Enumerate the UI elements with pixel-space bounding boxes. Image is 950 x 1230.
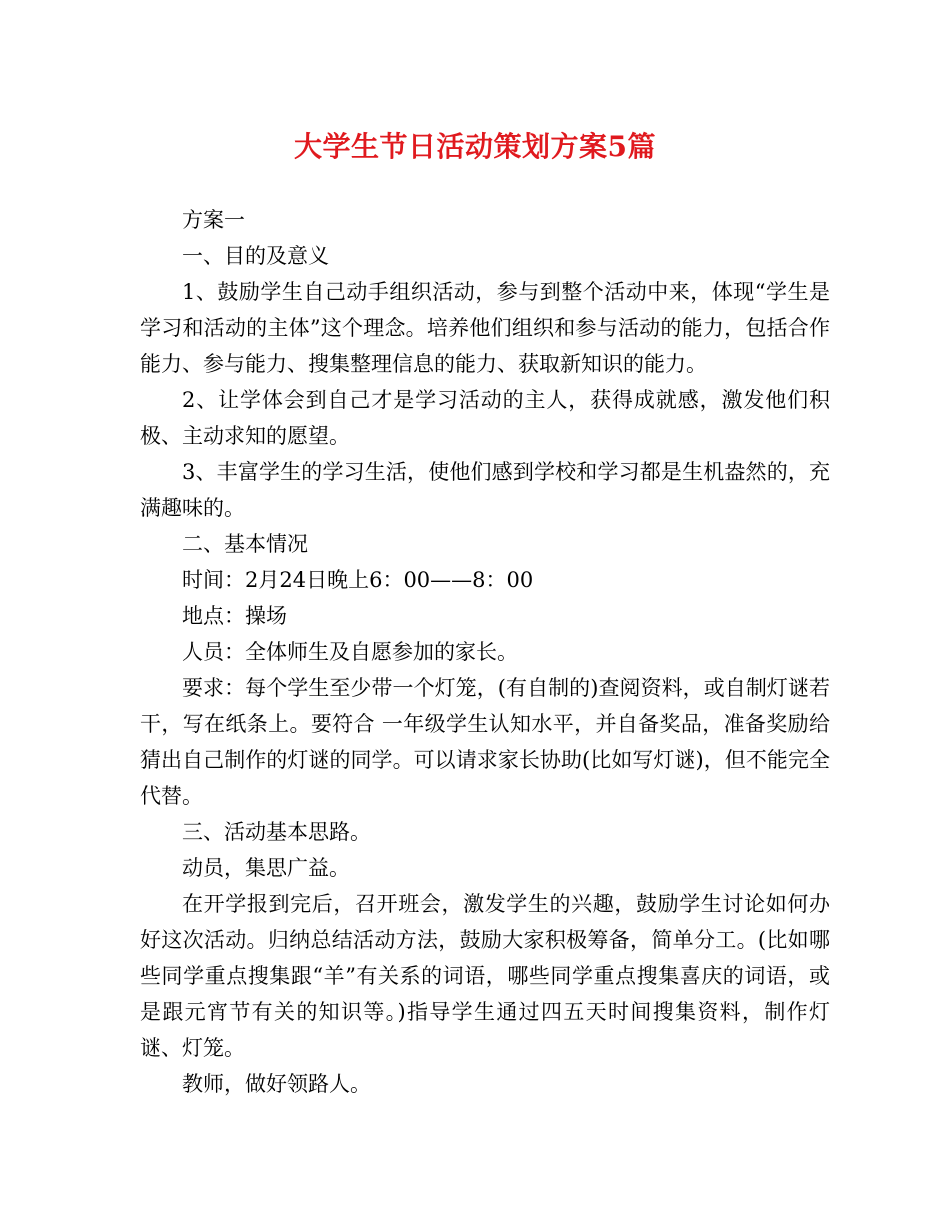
paragraph-plan-one: 方案一 (182, 208, 245, 232)
paragraph-purpose-1: 1、鼓励学生自己动手组织活动，参与到整个活动中来，体现“学生是学习和活动的主体”这个理念。培养他们组织和参与活动的能力，包括合作能力、参与能力、搜集整理信息的能力、获取新知识的能力。 (140, 280, 830, 376)
document-body (140, 202, 830, 1102)
paragraph-purpose-3: 3、丰富学生的学习生活，使他们感到学校和学习都是生机盎然的，充满趣味的。 (140, 460, 830, 520)
paragraph-teacher: 教师，做好领路人。 (182, 1072, 371, 1096)
heading-basic-info: 二、基本情况 (182, 532, 308, 556)
paragraph-requirements: 要求：每个学生至少带一个灯笼，(有自制的)查阅资料，或自制灯谜若干，写在纸条上。要符合 一年级学生认知水平，并自备奖品，准备奖励给猜出自己制作的灯谜的同学。可以请求家长协助(比如写灯谜)，但不能完全代替。 (140, 676, 830, 808)
paragraph-time: 时间：2月24日晚上6：00——8：00 (182, 568, 534, 592)
paragraph-mobilize: 动员，集思广益。 (182, 856, 350, 880)
heading-purpose: 一、目的及意义 (182, 244, 329, 268)
paragraph-class-meeting: 在开学报到完后，召开班会，激发学生的兴趣，鼓励学生讨论如何办好这次活动。归纳总结活动方法，鼓励大家积极筹备，简单分工。(比如哪些同学重点搜集跟“羊”有关系的词语，哪些同学重点搜集喜庆的词语，或是跟元宵节有关的知识等。)指导学生通过四五天时间搜集资料，制作灯谜、灯笼。 (140, 892, 830, 1060)
paragraph-participants: 人员：全体师生及自愿参加的家长。 (182, 640, 518, 664)
document-title: 大学生节日活动策划方案5篇 (294, 130, 656, 163)
heading-activity-approach: 三、活动基本思路。 (182, 820, 371, 844)
paragraph-location: 地点：操场 (182, 604, 287, 628)
paragraph-purpose-2: 2、让学体会到自己才是学习活动的主人，获得成就感，激发他们积极、主动求知的愿望。 (140, 388, 830, 448)
